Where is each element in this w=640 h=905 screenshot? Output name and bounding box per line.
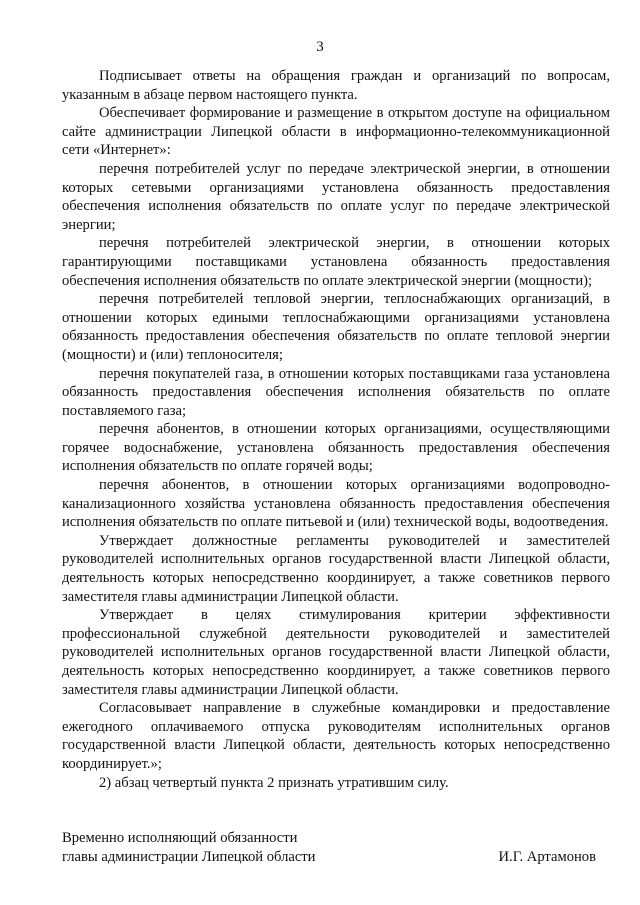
signature-line [62, 848, 610, 867]
signatory-position-line1: Временно исполняющий обязанности [62, 830, 298, 846]
paragraph-hot-water-subscribers: перечня абонентов, в отношении которых организациями, осуществляющими горячее водоснабжение, установлена обязанность предоставления обеспечения исполнения обязательств по оплате горячей воды; [62, 421, 610, 475]
paragraph-gas-buyers: перечня покупателей газа, в отношении которых поставщиками газа установлена обязанность предоставления обеспечения исполнения обязательств по оплате поставляемого газа; [62, 365, 610, 419]
paragraph-heat-consumers: перечня потребителей тепловой энергии, теплоснабжающих организаций, в отношении которых едиными теплоснабжающими организациями установлена обязанность предоставления обеспечения обязательств по оплате тепловой энергии (мощности) и (или) теплоносителя; [62, 291, 610, 363]
paragraph-water-sewage-subscribers: перечня абонентов, в отношении которых организациями водопроводно-канализационного хозяйства установлена обязанность предоставления обеспечения исполнения обязательств по оплате питьевой и (или) технической воды, водоотведения. [62, 477, 610, 531]
page-number: 3 [316, 39, 324, 55]
paragraph-signs-answers: Подписывает ответы на обращения граждан и организаций по вопросам, указанным в абзаце первом настоящего пункта. [62, 68, 610, 103]
paragraph-ensures-publication: Обеспечивает формирование и размещение в открытом доступе на официальном сайте администрации Липецкой области в информационно-телекоммуникационной сети «Интернет»: [62, 105, 610, 159]
paragraph-invalidate-clause: 2) абзац четвертый пункта 2 признать утратившим силу. [99, 774, 449, 791]
document-body [62, 67, 610, 792]
signature-block [62, 829, 610, 866]
paragraph-approves-regulations: Утверждает должностные регламенты руководителей и заместителей руководителей исполнительных органов государственной власти Липецкой области, деятельность которых непосредственно координирует, а также советников первого заместителя главы администрации Липецкой области. [62, 532, 610, 605]
signatory-position-line2: главы администрации Липецкой области [62, 848, 316, 865]
paragraph-electricity-consumers: перечня потребителей электрической энергии, в отношении которых гарантирующими поставщиками установлена обязанность предоставления обеспечения исполнения обязательств по оплате электрической энергии (мощности); [62, 235, 610, 289]
signatory-name: И.Г. Артамонов [498, 848, 596, 865]
paragraph-approves-criteria: Утверждает в целях стимулирования критерии эффективности профессиональной служебной деятельности руководителей и заместителей руководителей исполнительных органов государственной власти Липецкой области, деятельность которых непосредственно координирует, а также советников первого заместителя главы администрации Липецкой области. [62, 607, 610, 698]
paragraph-approves-trips-vacation: Согласовывает направление в служебные командировки и предоставление ежегодного оплачиваемого отпуска руководителям исполнительных органов государственной власти Липецкой области, деятельность которых непосредственно координирует.»; [62, 700, 610, 772]
paragraph-electricity-transmission-consumers: перечня потребителей услуг по передаче электрической энергии, в отношении которых сетевыми организациями установлена обязанность предоставления обеспечения исполнения обязательств по оплате услуг по передаче электрической энергии; [62, 160, 610, 233]
